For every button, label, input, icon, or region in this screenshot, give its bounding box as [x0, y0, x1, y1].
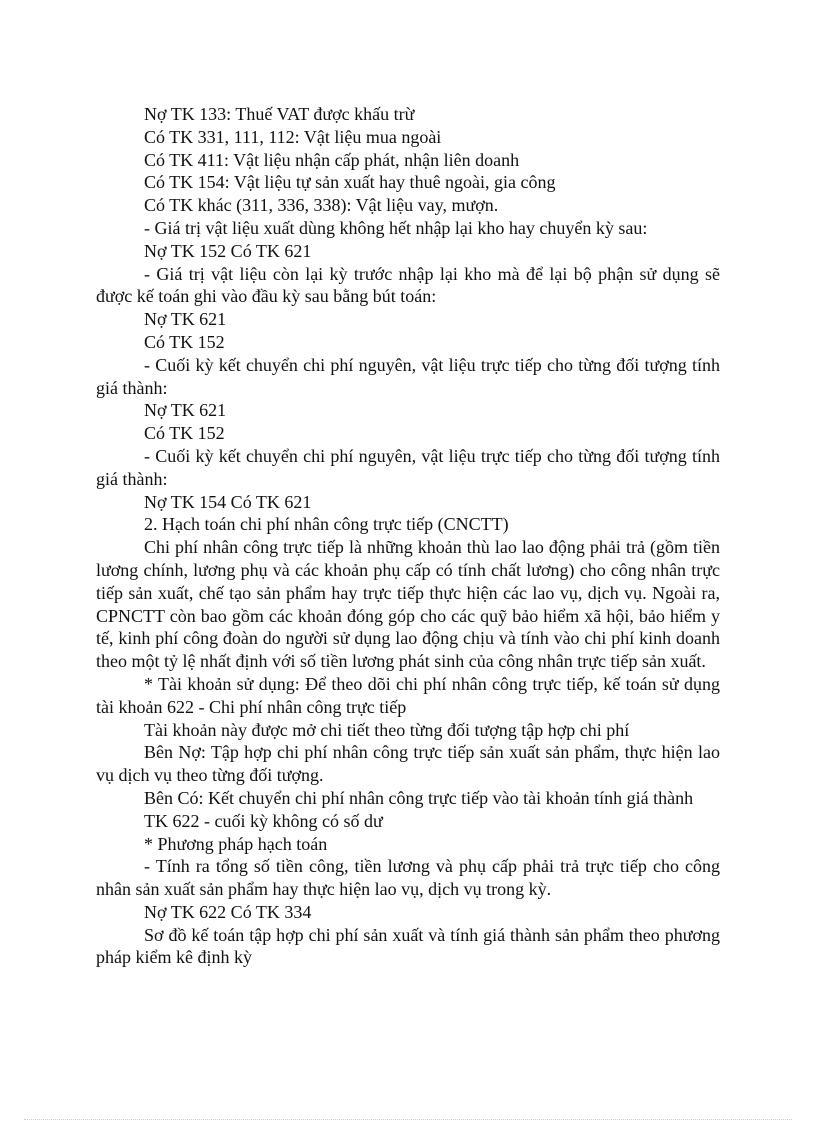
journal-entry-credit-411: Có TK 411: Vật liệu nhận cấp phát, nhận liên doanh [144, 149, 520, 170]
paragraph-debit-side: Bên Nợ: Tập hợp chi phí nhân công trực tiếp sản xuất sản phẩm, thực hiện lao vụ dịch vụ theo từng đối tượng. [96, 742, 720, 786]
paragraph-credit-side: Bên Có: Kết chuyển chi phí nhân công trực tiếp vào tài khoản tính giá thành [144, 787, 694, 808]
journal-entry-credit-152: Có TK 152 [144, 331, 225, 352]
journal-entry-debit-621: Nợ TK 621 [144, 309, 227, 330]
journal-entry-credit-152-b: Có TK 152 [144, 423, 225, 444]
journal-entry-credit-154: Có TK 154: Vật liệu tự sản xuất hay thuê ngoài, gia công [144, 172, 556, 193]
journal-entry-154-621: Nợ TK 154 Có TK 621 [144, 491, 312, 512]
journal-entry-622-334: Nợ TK 622 Có TK 334 [144, 901, 312, 922]
paragraph-tk622-balance: TK 622 - cuối kỳ không có số dư [144, 810, 383, 831]
paragraph-account-used: * Tài khoản sử dụng: Để theo dõi chi phí nhân công trực tiếp, kế toán sử dụng tài khoản 622 - Chi phí nhân công trực tiếp [96, 673, 720, 717]
paragraph-diagram-caption: Sơ đồ kế toán tập hợp chi phí sản xuất và tính giá thành sản phẩm theo phương pháp kiểm kê định kỳ [96, 924, 720, 968]
journal-entry-credit-331: Có TK 331, 111, 112: Vật liệu mua ngoài [144, 126, 442, 147]
journal-entry-debit-621-b: Nợ TK 621 [144, 400, 227, 421]
bullet-period-end-transfer-2: - Cuối kỳ kết chuyển chi phí nguyên, vật liệu trực tiếp cho từng đối tượng tính giá thành: [96, 445, 720, 489]
journal-entry-credit-other: Có TK khác (311, 336, 338): Vật liệu vay, mượn. [144, 195, 499, 216]
heading-accounting-method: * Phương pháp hạch toán [144, 833, 328, 854]
page-bottom-rule [24, 1119, 792, 1120]
journal-entry-152-621: Nợ TK 152 Có TK 621 [144, 240, 312, 261]
journal-entry-debit-133: Nợ TK 133: Thuế VAT được khấu trừ [144, 104, 415, 124]
bullet-remaining-materials: - Giá trị vật liệu còn lại kỳ trước nhập lại kho mà để lại bộ phận sử dụng sẽ được kế toán ghi vào đầu kỳ sau bằng bút toán: [96, 263, 720, 307]
bullet-wage-calculation: - Tính ra tổng số tiền công, tiền lương và phụ cấp phải trả trực tiếp cho công nhân sản xuất sản phẩm hay thực hiện lao vụ, dịch vụ trong kỳ. [96, 856, 720, 900]
paragraph-direct-labor-definition: Chi phí nhân công trực tiếp là những khoản thù lao lao động phải trả (gồm tiền lương chính, lương phụ và các khoản phụ cấp có tính chất lương) cho công nhân trực tiếp sản xuất, chế tạo sản phẩm hay trực tiếp thực hiện các lao vụ, dịch vụ. Ngoài ra, CPNCTT còn bao gồm các khoản đóng góp cho các quỹ bảo hiểm xã hội, bảo hiểm y tế, kinh phí công đoàn do người sử dụng lao động chịu và tính vào chi phí kinh doanh theo một tỷ lệ nhất định với số tiền lương phát sinh của công nhân trực tiếp sản xuất. [96, 537, 720, 672]
paragraph-account-detail: Tài khoản này được mở chi tiết theo từng đối tượng tập hợp chi phí [144, 719, 630, 740]
section-heading-direct-labor: 2. Hạch toán chi phí nhân công trực tiếp (CNCTT) [144, 514, 509, 535]
document-page [96, 103, 720, 969]
bullet-unused-materials: - Giá trị vật liệu xuất dùng không hết nhập lại kho hay chuyển kỳ sau: [144, 217, 648, 238]
bullet-period-end-transfer-1: - Cuối kỳ kết chuyển chi phí nguyên, vật liệu trực tiếp cho từng đối tượng tính giá thành: [96, 354, 720, 398]
